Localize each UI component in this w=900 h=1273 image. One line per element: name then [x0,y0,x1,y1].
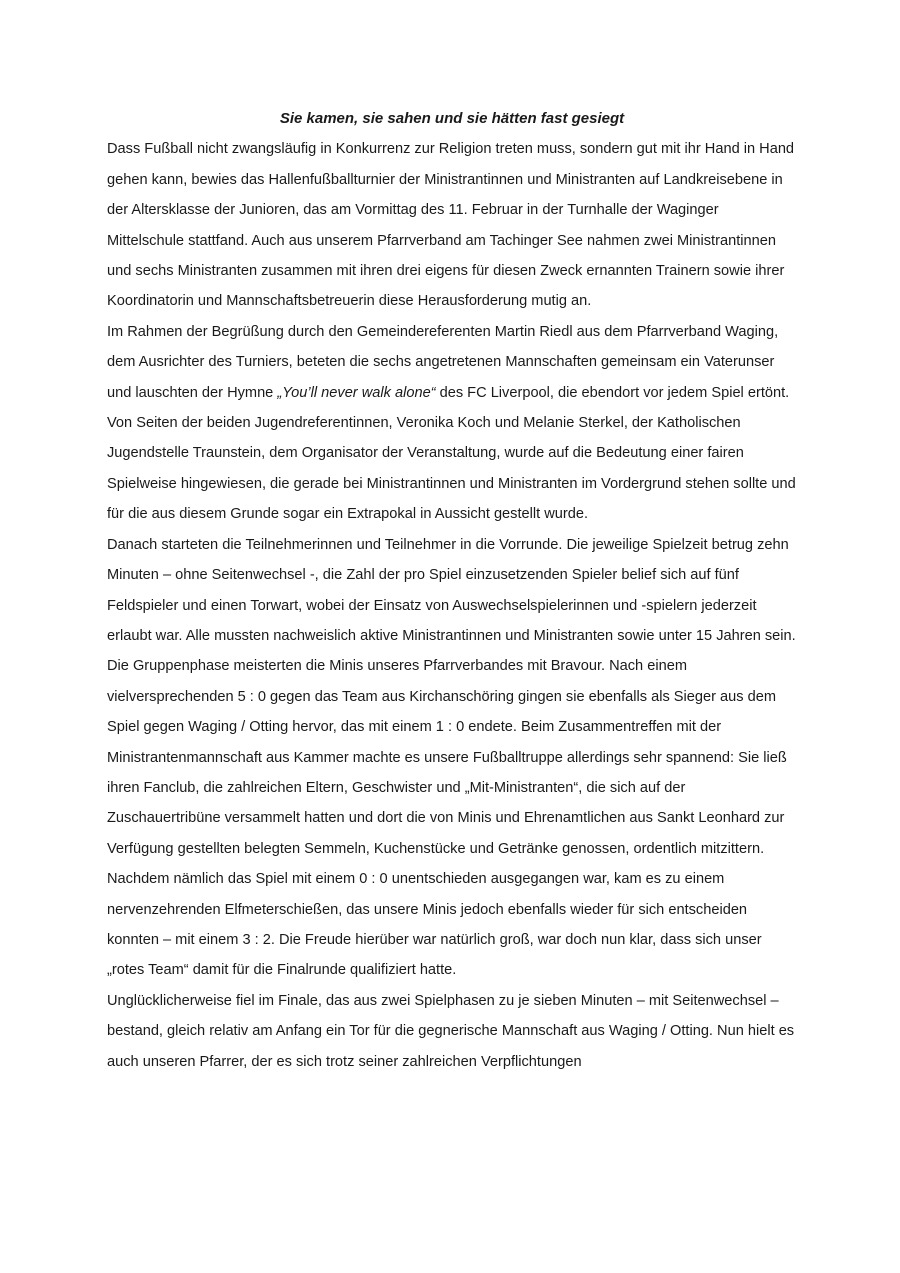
paragraph-intro: Dass Fußball nicht zwangsläufig in Konkurrenz zur Religion treten muss, sondern gut mit ihr Hand in Hand gehen kann, bewies das Hallenfußballturnier der Ministrantinnen und Ministranten auf Landkreisebene in der Altersklasse der Junioren, das am Vormittag des 11. Februar in der Turnhalle der Waginger Mittelschule stattfand. Auch aus unserem Pfarrverband am Tachinger See nahmen zwei Ministrantinnen und sechs Ministranten zusammen mit ihren drei eigens für diesen Zweck ernannten Trainern sowie ihrer Koordinatorin und Mannschaftsbetreuerin diese Herausforderung mutig an. [107,141,795,310]
paragraph-group-phase: Die Gruppenphase meisterten die Minis unseres Pfarrverbandes mit Bravour. Nach einem vielversprechenden 5 : 0 gegen das Team aus Kirchanschöring gingen sie ebenfalls als Sieger aus dem Spiel gegen Waging / Otting hervor, das mit einem 1 : 0 endete. Beim Zusammentreffen mit der Ministrantenmannschaft aus Kammer machte es unsere Fußballtruppe allerdings sehr spannend: Sie ließ ihren Fanclub, die zahlreichen Eltern, Geschwister und „Mit-Ministranten“, die sich auf der Zuschauertribüne versammelt hatten und dort die von Minis und Ehrenamtlichen aus Sankt Leonhard zur Verfügung gestellten belegten Semmeln, Kuchenstücke und Getränke genossen, ordentlich mitzittern. Nachdem nämlich das Spiel mit einem 0 : 0 unentschieden ausgegangen war, kam es zu einem nervenzehrenden Elfmeterschießen, das unsere Minis jedoch ebenfalls wieder für sich entscheiden konnten – mit einem 3 : 2. Die Freude hierüber war natürlich groß, war doch nun klar, dass sich unser „rotes Team“ damit für die Finalrunde qualifiziert hatte. [107,658,787,979]
article-title: Sie kamen, sie sahen und sie hätten fast gesiegt [279,110,625,127]
paragraph-rules: Danach starteten die Teilnehmerinnen und Teilnehmer in die Vorrunde. Die jeweilige Spielzeit betrug zehn Minuten – ohne Seitenwechsel -, die Zahl der pro Spiel einzusetzenden Spieler belief sich auf fünf Feldspieler und einen Torwart, wobei der Einsatz von Auswechselspielerinnen und -spielern jederzeit erlaubt war. Alle mussten nachweislich aktive Ministrantinnen und Ministranten sowie unter 15 Jahren sein. [107,536,796,644]
paragraph-greeting-text-before: Im Rahmen der Begrüßung durch den Gemeindereferenten Martin Riedl aus dem Pfarrverband Waging, dem Ausrichter des Turniers, beteten die sechs angetretenen Mannschaften gemeinsam ein Vaterunser und lauschten der Hymne [107,323,779,401]
hymn-title: „You’ll never walk alone“ [277,384,436,401]
document-body [107,104,797,1077]
paragraph-final: Unglücklicherweise fiel im Finale, das aus zwei Spielphasen zu je sieben Minuten – mit Seitenwechsel – bestand, gleich relativ am Anfang ein Tor für die gegnerische Mannschaft aus Waging / Otting. Nun hielt es auch unseren Pfarrer, der es sich trotz seiner zahlreichen Verpflichtungen [107,992,795,1070]
paragraph-greeting [107,317,797,530]
paragraph-greeting-text-after: des FC Liverpool, die ebendort vor jedem Spiel ertönt. Von Seiten der beiden Jugendreferentinnen, Veronika Koch und Melanie Sterkel, der Katholischen Jugendstelle Traunstein, dem Organisator der Veranstaltung, wurde auf die Bedeutung einer fairen Spielweise hingewiesen, die gerade bei Ministrantinnen und Ministranten im Vordergrund stehen sollte und für die aus diesem Grunde sogar ein Extrapokal in Aussicht gestellt wurde. [107,384,796,523]
